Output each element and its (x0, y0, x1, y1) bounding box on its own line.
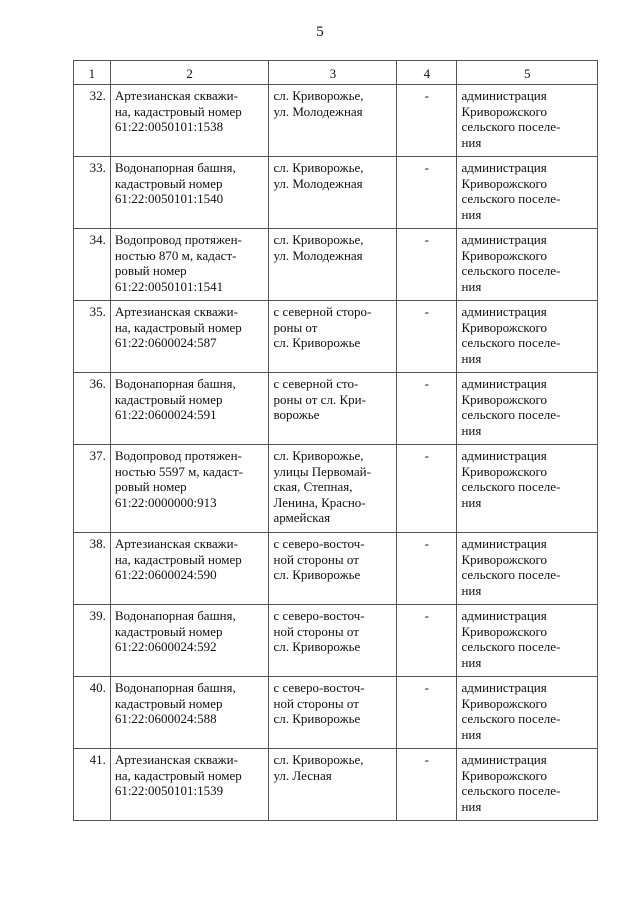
column-header-5: 5 (457, 61, 598, 85)
object-name-line: Артезианская скважи- (114, 752, 238, 767)
owner-cell (457, 605, 598, 677)
owner-line: администрация (461, 304, 547, 319)
object-name-cell (110, 445, 269, 533)
location-cell (269, 229, 397, 301)
table-row (74, 445, 598, 533)
object-name-line: Артезианская скважи- (114, 88, 238, 103)
location-line: сл. Криворожье, (273, 160, 364, 175)
owner-cell (457, 157, 598, 229)
object-name-line: кадастровый номер (114, 391, 223, 407)
owner-line: администрация (461, 680, 547, 695)
location-line: ворожье (273, 407, 320, 422)
location-cell (269, 301, 397, 373)
owner-line: Криворожского (461, 463, 547, 479)
location-line: сл. Криворожье, (273, 88, 364, 103)
column-4-cell: - (397, 229, 457, 301)
location-line: ская, Степная, (273, 479, 353, 494)
object-name-cell (110, 229, 269, 301)
table-row (74, 157, 598, 229)
row-number-cell: 39. (74, 605, 111, 677)
location-line: улицы Первомай- (273, 463, 371, 479)
location-line: с северо-восточ- (273, 536, 365, 551)
object-name-cell (110, 605, 269, 677)
location-line: ул. Молодежная (273, 175, 363, 191)
column-4-cell: - (397, 749, 457, 821)
owner-line: сельского поселе- (461, 783, 561, 798)
location-line: роны от (273, 319, 318, 335)
object-name-line: на, кадастровый номер (114, 103, 242, 119)
location-line: ной стороны от (273, 623, 359, 639)
owner-line: сельского поселе- (461, 479, 561, 494)
table-row (74, 677, 598, 749)
object-name-line: 61:22:0600024:591 (114, 407, 217, 422)
owner-cell (457, 85, 598, 157)
location-line: с северо-восточ- (273, 680, 365, 695)
owner-line: ния (461, 798, 482, 814)
object-name-line: 61:22:0000000:913 (114, 494, 217, 510)
location-line: с северо-восточ- (273, 608, 365, 623)
column-4-cell: - (397, 677, 457, 749)
object-name-line: на, кадастровый номер (114, 767, 242, 783)
location-line: ул. Молодежная (273, 247, 363, 263)
object-name-cell (110, 301, 269, 373)
owner-line: Криворожского (461, 103, 547, 119)
object-name-line: Артезианская скважи- (114, 536, 238, 551)
owner-line: ния (461, 206, 482, 222)
object-name-cell (110, 157, 269, 229)
owner-line: сельского поселе- (461, 191, 561, 206)
column-header-1: 1 (74, 61, 111, 85)
location-cell (269, 533, 397, 605)
row-number-cell: 36. (74, 373, 111, 445)
owner-line: ния (461, 278, 482, 294)
object-name-line: Водонапорная башня, (114, 608, 236, 623)
object-name-line: кадастровый номер (114, 623, 223, 639)
table-row (74, 533, 598, 605)
object-name-line: 61:22:0050101:1539 (114, 783, 224, 798)
object-name-line: на, кадастровый номер (114, 319, 242, 335)
owner-cell (457, 533, 598, 605)
table-row (74, 85, 598, 157)
object-name-cell (110, 749, 269, 821)
owner-line: ния (461, 582, 482, 598)
location-cell (269, 85, 397, 157)
table-row (74, 749, 598, 821)
object-name-line: Водонапорная башня, (114, 376, 236, 391)
location-cell (269, 445, 397, 533)
column-4-cell: - (397, 157, 457, 229)
object-name-line: 61:22:0600024:588 (114, 711, 217, 726)
column-header-2: 2 (110, 61, 269, 85)
table-row (74, 605, 598, 677)
object-name-cell (110, 677, 269, 749)
column-number-row (74, 61, 598, 85)
owner-line: сельского поселе- (461, 263, 561, 278)
table-row (74, 229, 598, 301)
object-name-cell (110, 533, 269, 605)
column-header-4: 4 (397, 61, 457, 85)
location-line: с северной сторо- (273, 304, 372, 319)
location-line: ной стороны от (273, 695, 359, 711)
object-name-line: ностью 5597 м, кадаст- (114, 463, 243, 479)
location-line: сл. Криворожье (273, 711, 361, 726)
object-name-line: Водонапорная башня, (114, 680, 236, 695)
owner-cell (457, 301, 598, 373)
object-name-line: Артезианская скважи- (114, 304, 238, 319)
owner-line: Криворожского (461, 623, 547, 639)
column-header-3: 3 (269, 61, 397, 85)
row-number-cell: 41. (74, 749, 111, 821)
row-number-cell: 40. (74, 677, 111, 749)
location-cell (269, 677, 397, 749)
owner-line: администрация (461, 88, 547, 103)
row-number-cell: 35. (74, 301, 111, 373)
owner-line: Криворожского (461, 551, 547, 567)
table-body (74, 85, 598, 821)
location-line: сл. Криворожье, (273, 232, 364, 247)
row-number-cell: 33. (74, 157, 111, 229)
location-cell (269, 749, 397, 821)
object-name-line: 61:22:0050101:1540 (114, 191, 224, 206)
owner-cell (457, 445, 598, 533)
owner-line: администрация (461, 232, 547, 247)
location-line: Ленина, Красно- (273, 494, 366, 510)
object-name-line: 61:22:0600024:587 (114, 335, 217, 350)
object-name-line: кадастровый номер (114, 695, 223, 711)
owner-line: администрация (461, 536, 547, 551)
object-name-line: кадастровый номер (114, 175, 223, 191)
location-line: сл. Криворожье, (273, 448, 364, 463)
location-line: ной стороны от (273, 551, 359, 567)
owner-line: администрация (461, 160, 547, 175)
object-name-line: 61:22:0600024:592 (114, 639, 217, 654)
owner-line: Криворожского (461, 391, 547, 407)
owner-line: Криворожского (461, 175, 547, 191)
owner-line: администрация (461, 448, 547, 463)
owner-line: ния (461, 422, 482, 438)
location-line: роны от сл. Кри- (273, 391, 366, 407)
location-cell (269, 605, 397, 677)
owner-line: ния (461, 350, 482, 366)
owner-line: Криворожского (461, 767, 547, 783)
object-name-line: 61:22:0050101:1538 (114, 119, 224, 134)
object-name-cell (110, 373, 269, 445)
column-4-cell: - (397, 533, 457, 605)
object-name-line: 61:22:0600024:590 (114, 567, 217, 582)
column-4-cell: - (397, 605, 457, 677)
owner-line: администрация (461, 608, 547, 623)
owner-line: ния (461, 494, 482, 510)
row-number-cell: 38. (74, 533, 111, 605)
row-number-cell: 34. (74, 229, 111, 301)
location-cell (269, 157, 397, 229)
owner-line: сельского поселе- (461, 119, 561, 134)
owner-line: Криворожского (461, 319, 547, 335)
object-name-line: ровый номер (114, 479, 187, 494)
location-line: сл. Криворожье, (273, 752, 364, 767)
object-name-line: Водопровод протяжен- (114, 232, 242, 247)
object-name-line: Водопровод протяжен- (114, 448, 242, 463)
row-number-cell: 37. (74, 445, 111, 533)
owner-line: Криворожского (461, 695, 547, 711)
owner-cell (457, 749, 598, 821)
owner-line: сельского поселе- (461, 639, 561, 654)
owner-line: сельского поселе- (461, 567, 561, 582)
page-number: 5 (316, 24, 324, 40)
location-line: сл. Криворожье (273, 567, 361, 582)
table-row (74, 301, 598, 373)
column-4-cell: - (397, 445, 457, 533)
object-name-line: ностью 870 м, кадаст- (114, 247, 237, 263)
location-line: с северной сто- (273, 376, 359, 391)
owner-line: ния (461, 654, 482, 670)
owner-line: сельского поселе- (461, 711, 561, 726)
column-4-cell: - (397, 301, 457, 373)
owner-cell (457, 229, 598, 301)
object-name-line: ровый номер (114, 263, 187, 278)
owner-cell (457, 677, 598, 749)
owner-line: администрация (461, 376, 547, 391)
owner-line: ния (461, 726, 482, 742)
location-cell (269, 373, 397, 445)
location-line: ул. Лесная (273, 767, 332, 783)
owner-line: сельского поселе- (461, 335, 561, 350)
owner-line: администрация (461, 752, 547, 767)
column-4-cell: - (397, 373, 457, 445)
location-line: сл. Криворожье (273, 639, 361, 654)
location-line: ул. Молодежная (273, 103, 363, 119)
row-number-cell: 32. (74, 85, 111, 157)
property-registry-table (73, 60, 598, 821)
location-line: сл. Криворожье (273, 335, 361, 350)
object-name-line: 61:22:0050101:1541 (114, 278, 224, 294)
object-name-line: на, кадастровый номер (114, 551, 242, 567)
location-line: армейская (273, 510, 331, 525)
object-name-line: Водонапорная башня, (114, 160, 236, 175)
owner-line: сельского поселе- (461, 407, 561, 422)
column-4-cell: - (397, 85, 457, 157)
owner-line: Криворожского (461, 247, 547, 263)
owner-cell (457, 373, 598, 445)
object-name-cell (110, 85, 269, 157)
owner-line: ния (461, 134, 482, 150)
table-row (74, 373, 598, 445)
